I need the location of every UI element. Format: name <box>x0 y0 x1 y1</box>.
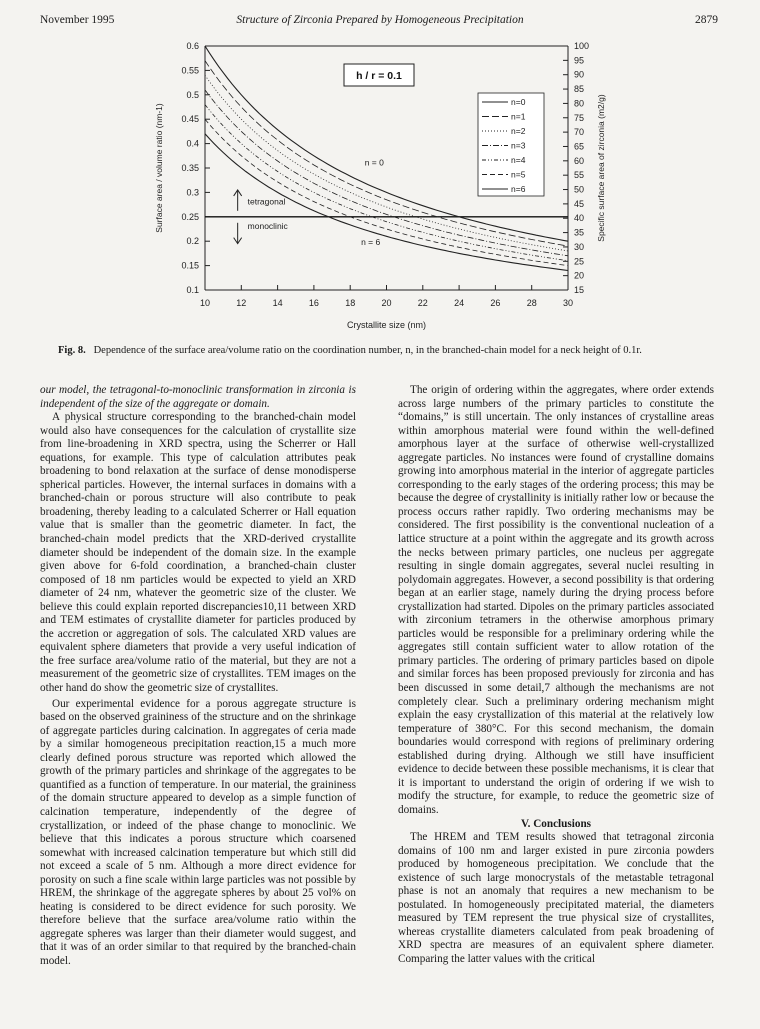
y2-tick-label: 75 <box>574 112 585 123</box>
y2-tick-label: 90 <box>574 69 585 80</box>
y-tick-label: 0.4 <box>186 138 199 149</box>
y2-tick-label: 85 <box>574 84 585 95</box>
legend-label: n=1 <box>511 111 526 122</box>
y-axis-label: Surface area / volume ratio (nm-1) <box>154 103 164 233</box>
y-tick-label: 0.5 <box>186 89 199 100</box>
y-tick-label: 0.35 <box>181 163 199 173</box>
y-tick-label: 0.45 <box>181 114 199 125</box>
legend-label: n=5 <box>511 169 526 180</box>
annotation-monoclinic: monoclinic <box>247 221 288 231</box>
y2-tick-label: 50 <box>574 184 585 195</box>
annotation-tetragonal: tetragonal <box>247 196 286 207</box>
y2-axis-label: Specific surface area of zirconia (m2/g) <box>596 94 606 242</box>
y2-tick-label: 80 <box>574 98 585 109</box>
y2-tick-label: 30 <box>574 241 585 252</box>
y-tick-label: 0.25 <box>181 211 199 222</box>
right-column <box>398 384 714 967</box>
legend-label: n=6 <box>511 184 526 194</box>
x-axis-label: Crystallite size (nm) <box>346 320 427 330</box>
x-tick-label: 22 <box>417 298 428 308</box>
y2-tick-label: 60 <box>574 155 585 166</box>
running-header-date: November 1995 <box>40 14 115 26</box>
x-tick-label: 16 <box>308 298 319 308</box>
y-tick-label: 0.15 <box>181 260 199 271</box>
x-tick-label: 26 <box>490 298 501 308</box>
x-tick-label: 18 <box>345 298 356 308</box>
legend-label: n=0 <box>511 97 526 107</box>
annotation-n6: n = 6 <box>361 237 381 248</box>
y2-tick-label: 25 <box>574 256 585 267</box>
x-tick-label: 28 <box>526 298 537 308</box>
y2-tick-label: 55 <box>574 170 585 181</box>
figure-caption-text: Dependence of the surface area/volume ratio on the coordination number, n, in the branched-chain model for a neck height of 0.1r. <box>93 345 642 356</box>
section-heading: V. Conclusions <box>520 817 592 830</box>
x-tick-label: 24 <box>454 298 465 308</box>
y2-tick-label: 95 <box>574 55 585 66</box>
x-tick-label: 14 <box>272 298 283 308</box>
left-column <box>40 384 356 969</box>
y2-tick-label: 20 <box>574 270 585 281</box>
page-number: 2879 <box>695 14 718 26</box>
y2-tick-label: 100 <box>574 41 590 51</box>
paragraph: A physical structure corresponding to the branched-chain model would also have consequences for the calculation of crystallite size from line-broadening in XRD spectra, using the Scherrer or Hall equations, for example. This type of calculation attributes peak broadening to bond relaxation at the surface of dense monodisperse spherical particles. However, the internal surfaces in domains with a branched-chain or porous structure will also contribute to peak broadening, thereby leading to a calculated Scherrer or Hall equation value that is smaller than the geometric diameter. In fact, the branched-chain model predicts that the XRD-derived crystallite diameter should be independent of the domain size. In the example given above for 6-fold coordination, a branched-chain cluster composed of 18 nm particles would be expected to yield an XRD diameter of 24 nm, whatever the geometric size of the cluster. We believe this could explain reported discrepancies10,11 between XRD and TEM estimates of crystallite diameter for particles produced by the accretion or aggregation of sols. The calculated XRD values are equivalent sphere diameters that provide a very useful indication of the free surface area/volume ratio of the material, but they are not a measurement of the geometric size of crystallites. TEM images on the other hand do show the geometric size of crystallites. <box>40 411 356 695</box>
paragraph: our model, the tetragonal-to-monoclinic transformation in zirconia is independent of the size of the aggregate or domain. <box>40 384 356 410</box>
y-tick-label: 0.2 <box>186 236 199 247</box>
y-tick-label: 0.3 <box>186 187 199 198</box>
running-header-title: Structure of Zirconia Prepared by Homogeneous Precipitation <box>236 14 524 26</box>
legend-label: n=2 <box>511 126 526 136</box>
y-tick-label: 0.6 <box>186 41 199 51</box>
paragraph: The HREM and TEM results showed that tetragonal zirconia domains of 100 nm and larger existed in pure zirconia powders produced by homogeneous precipitation. We conclude that the existence of such large monocrystals of the metastable tetragonal phase is not an anomaly that requires a new mechanism to be postulated. In homogeneously precipitated material, the diameters measured by TEM represent the true physical size of crystallites, whereas crystallite diameters calculated from peak broadening of XRD spectra are measures of an equivalent sphere diameter. Comparing the latter values with the critical <box>398 831 714 965</box>
y2-tick-label: 65 <box>574 141 585 152</box>
legend-label: n=4 <box>511 155 526 165</box>
chart-title: h / r = 0.1 <box>356 70 402 82</box>
y2-tick-label: 40 <box>574 213 585 224</box>
paragraph: The origin of ordering within the aggregates, where order extends across large numbers of the primary particles to constitute the “domains,” is still uncertain. The only instances of crystalline areas within amorphous material were found within the well-defined amorphous layer at the surface of otherwise well-crystallized aggregate particles. No instances were found of crystalline domains growing into amorphous material in the interior of aggregate particles corresponding to the early stages of the ordering process; this may be because the degree of crystallinity is initially rather low or because the process occurs rather rapidly. Two ordering mechanisms may be considered. The first possibility is the conventional nucleation of a lattice structure at a point within the aggregate and its growth across the necks between primary particles, one nucleus per aggregate resulting in single domain aggregates, several nuclei resulting in polydomain aggregates. However, a second possibility is that ordering began at an earlier stage, namely during the drying process before crystallization had started. Dipoles on the primary particles associated with zirconium tetramers in the otherwise amorphous primary particles would be responsible for a preliminary ordering while the aggregates still contain sufficient water to allow rotation of the primary particles. The ordering of primary particles based on dipole and similar forces has been proposed previously for zirconia and has been discussed in some detail,7 although the mechanisms are not completely clear. Such a preliminary ordering mechanism might explain the easy crystallization of this material at the relatively low temperature of 380°C. For this second mechanism, the domain boundaries would correspond with regions of preliminary ordering established during drying. Although we still have insufficient evidence to decide between these possible mechanisms, it is clear that it is important to understand the origin of ordering if we wish to modify the structure, for example, to reduce the geometric size of domains. <box>398 384 714 816</box>
y2-tick-label: 15 <box>574 285 585 295</box>
x-tick-label: 10 <box>199 298 211 308</box>
y2-tick-label: 70 <box>574 127 585 138</box>
paragraph: Our experimental evidence for a porous aggregate structure is based on the observed graininess of the structure and on the shrinkage of aggregate particles during calcination. In aggregates of ceria made by a similar homogeneous precipitation reaction,15 a much more clearly defined porous structure was reported which allowed the growth of the primary particles and shrinkage of the aggregates to be quantified as a function of temperature. In our material, the graininess of the domain structure appeared to develop as a simple function of calcination temperature, independently of the degree of crystallization, or indeed of the phase change to monoclinic. We believe that this indicates a porous structure which coarsened somewhat with increased calcination temperature but which still did not exceed a scale of 5 nm. Although a more direct evidence for porosity on such a fine scale within large particles was not possible by HREM, the shrinkage of the aggregate spheres by about 25 vol% on heating is considered to be direct evidence for such porosity. We therefore believe that the surface area/volume ratio within the aggregate spheres was larger than their diameter would suggest, and that it was of an order similar to that required by the branched-chain model. <box>40 697 356 967</box>
legend-label: n=3 <box>511 140 526 151</box>
x-tick-label: 30 <box>562 298 574 308</box>
y2-tick-label: 45 <box>574 198 585 209</box>
surface-area-chart <box>140 36 620 336</box>
y-tick-label: 0.1 <box>186 285 199 295</box>
annotation-n0: n = 0 <box>364 157 384 168</box>
x-tick-label: 12 <box>236 298 247 308</box>
y-tick-label: 0.55 <box>181 65 199 76</box>
y2-tick-label: 35 <box>574 227 585 238</box>
figure-label: Fig. 8. <box>58 345 86 356</box>
x-tick-label: 20 <box>381 298 392 308</box>
figure-caption <box>58 345 718 356</box>
